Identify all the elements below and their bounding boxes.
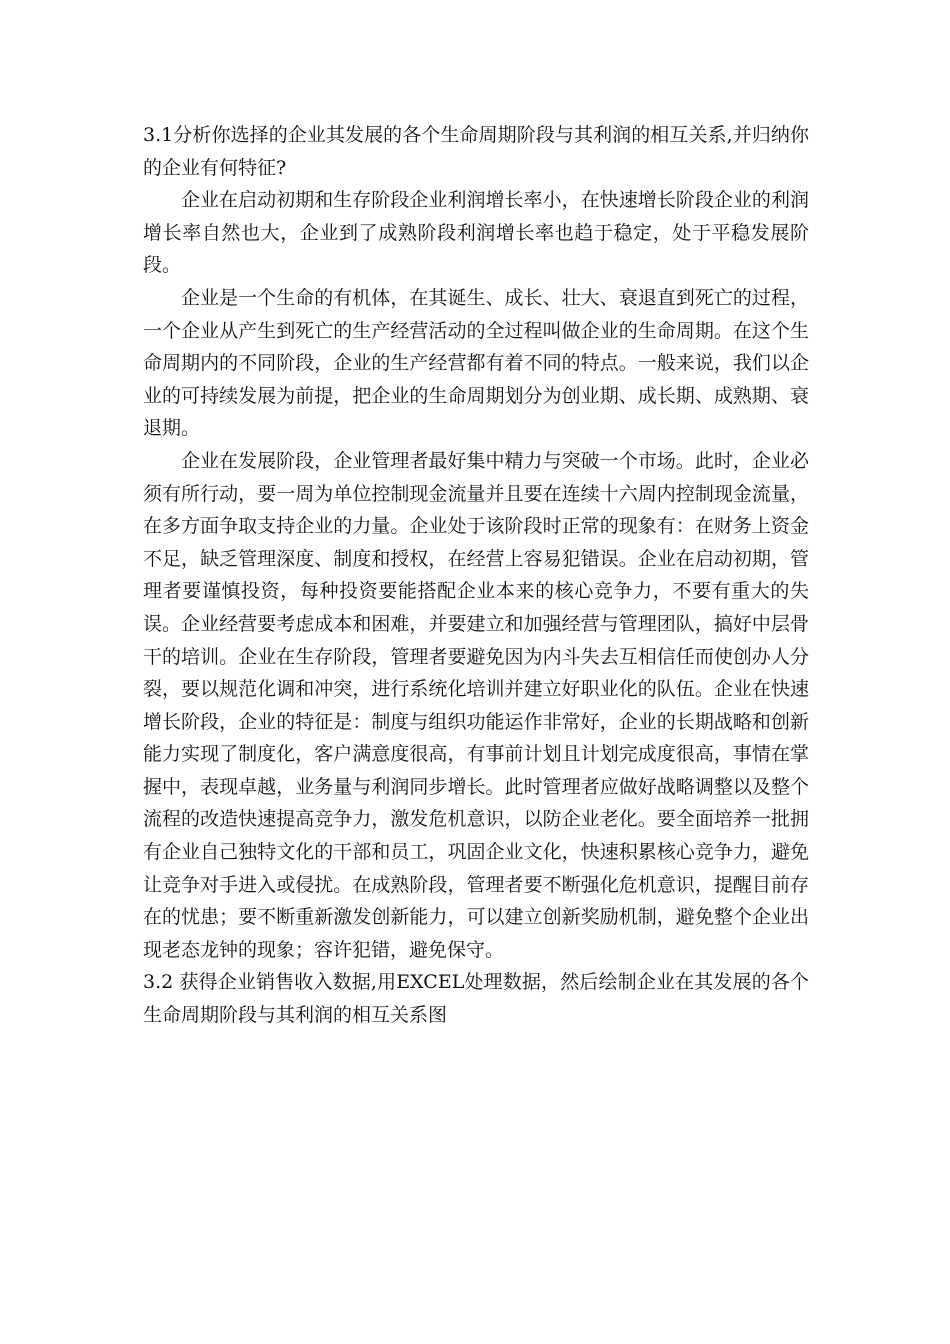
section-3-1-heading: 3.1分析你选择的企业其发展的各个生命周期阶段与其利润的相互关系,并归纳你的企业有何特征? — [143, 124, 809, 179]
paragraph-stage-management: 企业在发展阶段，企业管理者最好集中精力与突破一个市场。此时，企业必须有所行动，要一周为单位控制现金流量并且要在连续十六周内控制现金流量，在多方面争取支持企业的力量。企业处于该阶段时正常的现象有：在财务上资金不足，缺乏管理深度、制度和授权，在经营上容易犯错误。企业在启动初期，管理者要谨慎投资，每种投资要能搭配企业本来的核心竞争力，不要有重大的失误。企业经营要考虑成本和困难，并要建立和加强经营与管理团队，搞好中层骨干的培训。企业在生存阶段，管理者要避免因为内斗失去互相信任而使创办人分裂，要以规范化调和冲突，进行系统化培训并建立好职业化的队伍。企业在快速增长阶段，企业的特征是：制度与组织功能运作非常好，企业的长期战略和创新能力实现了制度化，客户满意度很高，有事前计划且计划完成度很高，事情在掌握中，表现卓越，业务量与利润同步增长。此时管理者应做好战略调整以及整个流程的改造快速提高竞争力，激发危机意识，以防企业老化。要全面培养一批拥有企业自己独特文化的干部和员工，巩固企业文化，快速积累核心竞争力，避免让竞争对手进入或侵扰。在成熟阶段，管理者要不断强化危机意识，提醒目前存在的忧患；要不断重新激发创新能力，可以建立创新奖励机制，避免整个企业出现老态龙钟的现象；容许犯错，避免保守。 — [143, 449, 809, 961]
document-page — [143, 119, 809, 1032]
paragraph-profit-growth: 企业在启动初期和生存阶段企业利润增长率小，在快速增长阶段企业的利润增长率自然也大，企业到了成熟阶段利润增长率也趋于稳定，处于平稳发展阶段。 — [143, 189, 809, 277]
paragraph-life-cycle-definition: 企业是一个生命的有机体，在其诞生、成长、壮大、衰退直到死亡的过程，一个企业从产生到死亡的生产经营活动的全过程叫做企业的生命周期。在这个生命周期内的不同阶段，企业的生产经营都有着不同的特点。一般来说，我们以企业的可持续发展为前提，把企业的生命周期划分为创业期、成长期、成熟期、衰退期。 — [143, 286, 809, 440]
section-3-2-heading: 3.2 获得企业销售收入数据,用EXCEL处理数据，然后绘制企业在其发展的各个生命周期阶段与其利润的相互关系图 — [143, 971, 809, 1027]
